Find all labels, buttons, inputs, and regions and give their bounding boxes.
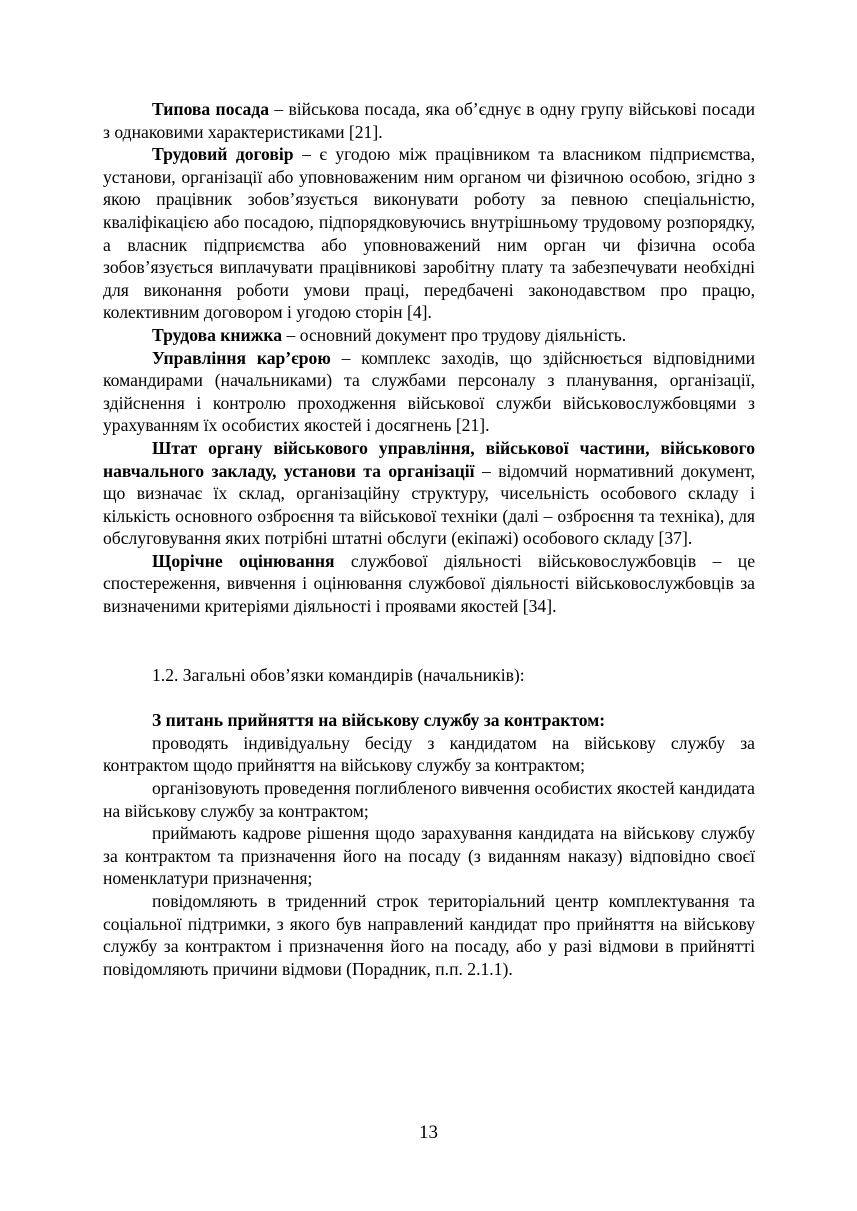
- document-body: [103, 98, 755, 980]
- definition-text: – військова посада, яка об’єднує в одну групу військові посади з однаковими характеристиками [21].: [103, 99, 756, 142]
- section-heading: З питань прийняття на військову службу за контрактом:: [152, 710, 606, 731]
- duty-paragraph: повідомляють в триденний строк територіальний центр комплектування та соціальної підтримки, з якого був направлений кандидат про прийняття на військову службу за контрактом і призначення його на посаду, або у разі відмови в прийнятті повідомляють причини відмови (Порадник, п.п. 2.1.1).: [103, 891, 755, 979]
- definition-paragraph: [103, 437, 755, 550]
- definition-text: – комплекс заходів, що здійснюється відповідними командирами (начальниками) та службами персоналу з планування, організації, здійснення і контролю проходження військової служби військовослужбовцями з урахуванням їх особистих якостей і досягнень [21].: [103, 347, 755, 436]
- definition-term: Щорічне оцінювання: [152, 550, 335, 571]
- spacer: [103, 686, 755, 709]
- definition-paragraph: [103, 550, 755, 618]
- definition-paragraph: [103, 324, 755, 347]
- spacer: [103, 618, 755, 664]
- definition-text: – є угодою між працівником та власником підприємства, установи, організації або уповноваженим ним органом чи фізичною особою, згідно з якою працівник зобов’язується виконувати роботу за певною спеціальністю, кваліфікацією або посадою, підпорядковуючись внутрішньому трудовому розпорядку, а власник підприємства або уповноважений ним орган чи фізична особа зобов’язується виплачувати працівникові заробітну плату та забезпечувати необхідні для виконання роботи умови праці, передбачені законодавством про працю, колективним договором і угодою сторін [4].: [103, 144, 755, 323]
- definition-text: службової діяльності військовослужбовців – це спостереження, вивчення і оцінювання службової діяльності військовослужбовців за визначеними критеріями діяльності і проявами якостей [34].: [103, 550, 755, 617]
- duty-paragraph: проводять індивідуальну бесіду з кандидатом на військову службу за контрактом щодо прийняття на військову службу за контрактом;: [103, 732, 755, 776]
- page-number: 13: [419, 1122, 438, 1143]
- subsection-title: 1.2. Загальні обов’язки командирів (начальників):: [152, 664, 525, 685]
- duty-paragraph: приймають кадрове рішення щодо зарахування кандидата на військову службу за контрактом та призначення його на посаду (з виданням наказу) відповідно своєї номенклатури призначення;: [103, 823, 755, 889]
- definition-paragraph: [103, 98, 755, 143]
- definition-text: – відомчий нормативний документ, що визначає їх склад, організаційну структуру, чисельність особового складу і кількість основного озброєння та військової техніки (далі – озброєння та техніка), для обслуговування яких потрібні штатні обслуги (екіпажі) особового складу [37].: [103, 460, 755, 549]
- definition-text: – основний документ про трудову діяльність.: [282, 324, 627, 345]
- duty-paragraph: організовують проведення поглибленого вивчення особистих якостей кандидата на військову службу за контрактом;: [103, 778, 755, 821]
- definition-term: Управління кар’єрою: [152, 347, 331, 368]
- definition-paragraph: [103, 143, 755, 324]
- definition-term: Штат органу військового управління, військової частини, військового навчального закладу, установи та організації: [103, 437, 755, 481]
- definition-term: Типова посада: [152, 99, 270, 119]
- definition-term: Трудовий договір: [152, 144, 294, 165]
- definition-paragraph: [103, 347, 755, 437]
- definition-term: Трудова книжка: [152, 324, 283, 345]
